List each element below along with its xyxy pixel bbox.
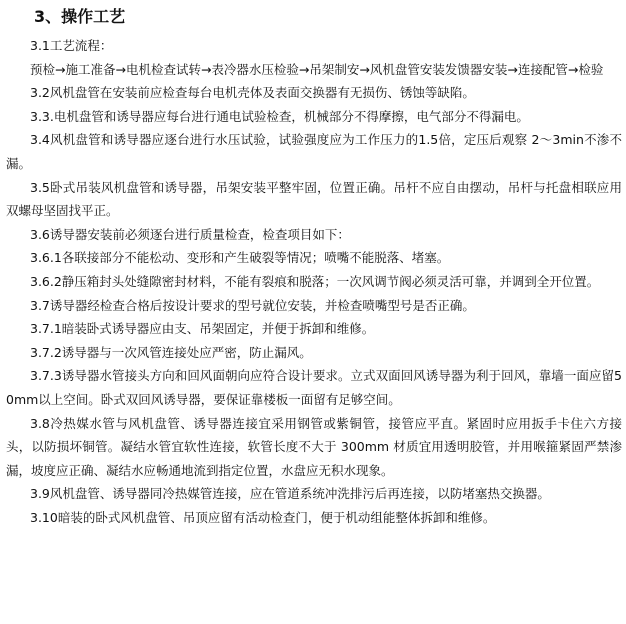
- paragraph-3-7-2: 3.7.2诱导器与一次风管连接处应严密，防止漏风。: [30, 344, 312, 360]
- paragraph-3-10: 3.10暗装的卧式风机盘管、吊顶应留有活动检查门，便于机动组能整体拆卸和维修。: [30, 509, 496, 525]
- paragraph-3-1: 3.1工艺流程：: [30, 38, 113, 53]
- paragraph-3-7-3: 3.7.3诱导器水管接头方向和回风面朝向应符合设计要求。立式双面回风诱导器为利于回风，靠墙一面应留50mm以上空间。卧式双回风诱导器，要保证靠楼板一面留有足够空间。: [6, 368, 622, 407]
- paragraph-3-6: 3.6诱导器安装前必须逐台进行质量检查，检查项目如下：: [30, 226, 350, 242]
- paragraph-3-3: 3.3.电机盘管和诱导器应每台进行通电试验检查，机械部分不得摩擦，电气部分不得漏电。: [30, 108, 529, 124]
- paragraph-3-6-2: 3.6.2静压箱封头处缝隙密封材料，不能有裂痕和脱落；一次风调节阀必须灵活可靠，并调到全开位置。: [30, 273, 600, 289]
- document-body: [6, 34, 622, 529]
- paragraph-3-9: 3.9风机盘管、诱导器同冷热媒管连接，应在管道系统冲洗排污后再连接，以防堵塞热交换器。: [30, 486, 550, 502]
- paragraph-3-2: 3.2风机盘管在安装前应检查每台电机壳体及表面交换器有无损伤、锈蚀等缺陷。: [30, 85, 475, 101]
- paragraph-3-7-1: 3.7.1暗装卧式诱导器应由支、吊架固定，并便于拆卸和维修。: [30, 321, 375, 337]
- paragraph-3-8: 3.8冷热媒水管与风机盘管、诱导器连接宜采用钢管或紫铜管，接管应平直。紧固时应用扳手卡住六方接头，以防损坏铜管。凝结水管宜软性连接，软管长度不大于 300mm 材质宜用透明胶管，并用喉箍紧固严禁渗漏，坡度应正确、凝结水应畅通地流到指定位置，水盘应无积水现象。: [6, 415, 622, 478]
- paragraph-3-5: 3.5卧式吊装风机盘管和诱导器，吊架安装平整牢固，位置正确。吊杆不应自由摆动，吊杆与托盘相联应用双螺母坚固找平正。: [6, 179, 622, 219]
- process-flow: 预检→施工准备→电机检查试转→表冷器水压检验→吊架制安→风机盘管安装发馈器安装→连接配管→检验: [30, 61, 604, 77]
- paragraph-3-7: 3.7诱导器经检查合格后按设计要求的型号就位安装，并检查喷嘴型号是否正确。: [30, 297, 475, 313]
- paragraph-3-6-1: 3.6.1各联接部分不能松动、变形和产生破裂等情况；喷嘴不能脱落、堵塞。: [30, 250, 450, 266]
- section-title: 3、操作工艺: [34, 7, 126, 26]
- paragraph-3-4: 3.4风机盘管和诱导器应逐台进行水压试验，试验强度应为工作压力的1.5倍，定压后观察 2～3min不渗不漏。: [6, 132, 622, 171]
